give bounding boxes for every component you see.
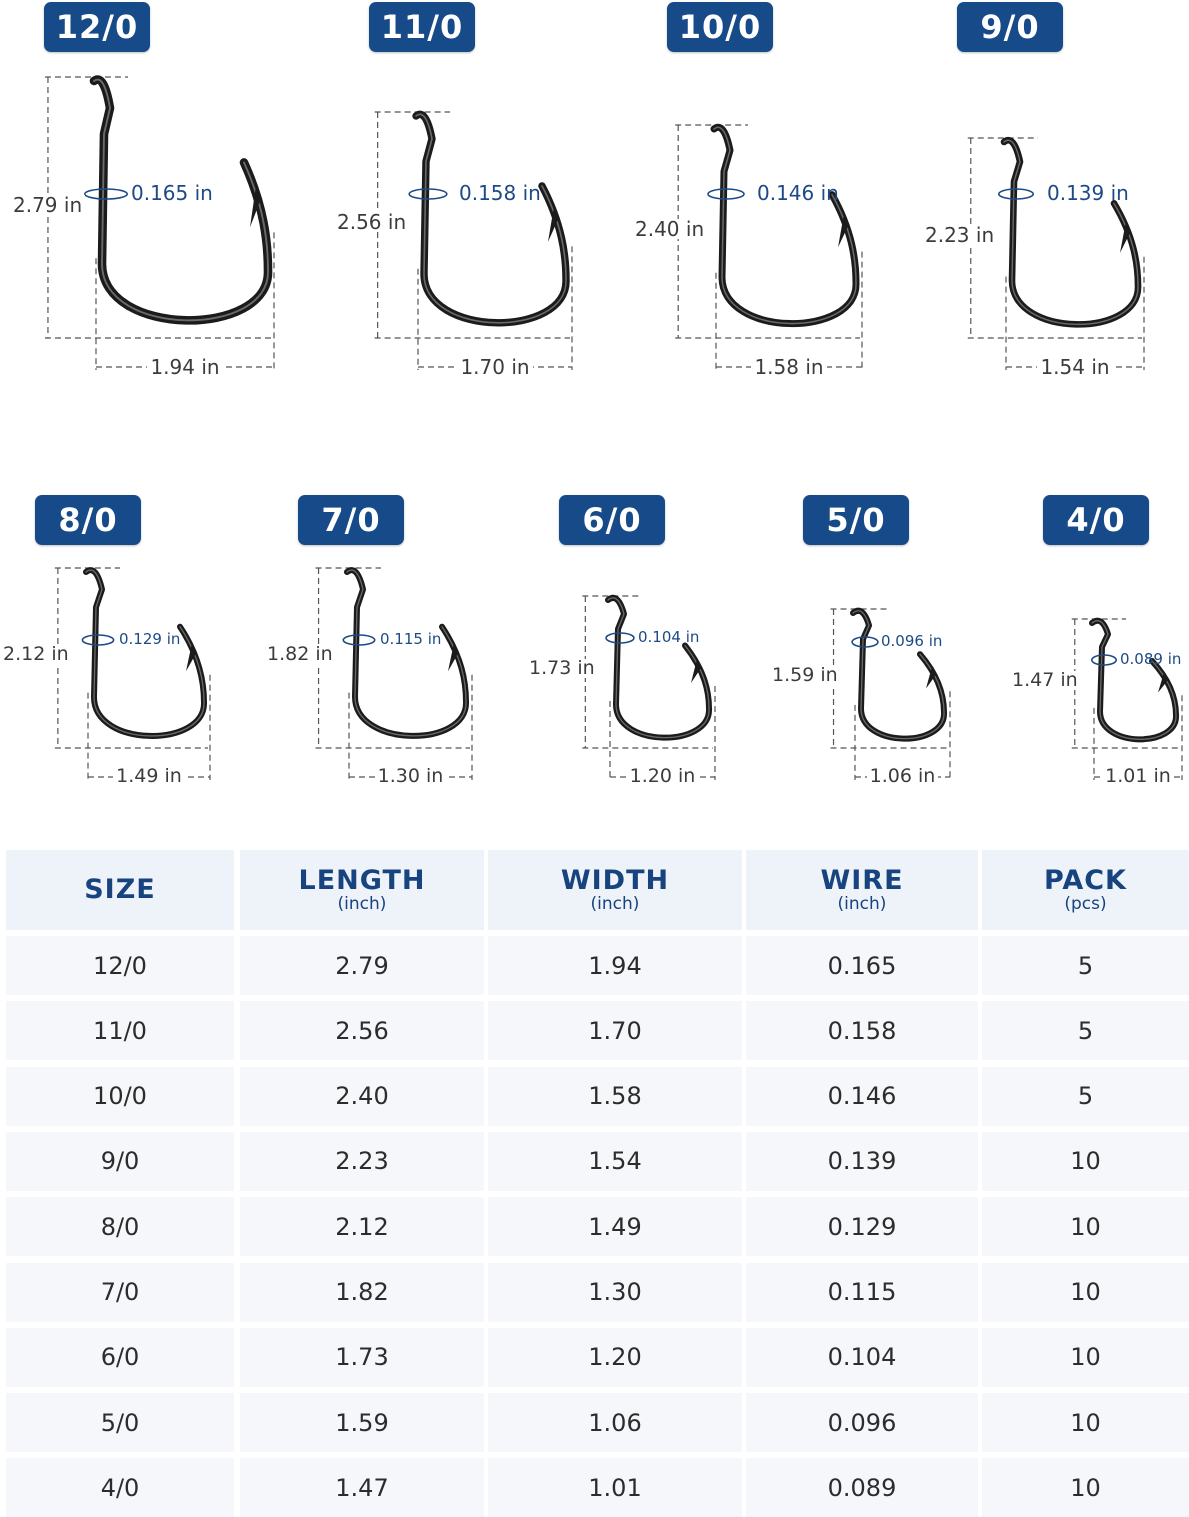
cell-width: 1.58 bbox=[488, 1067, 742, 1126]
hook-highlight bbox=[1004, 140, 1138, 324]
cell-length: 2.40 bbox=[240, 1067, 484, 1126]
hook-length-label: 1.59 in bbox=[769, 666, 841, 685]
cell-wire: 0.158 bbox=[746, 1001, 978, 1060]
hook-body bbox=[347, 570, 466, 736]
cell-size: 10/0 bbox=[6, 1067, 234, 1126]
cell-width: 1.30 bbox=[488, 1263, 742, 1322]
cell-width: 1.70 bbox=[488, 1001, 742, 1060]
cell-wire: 0.139 bbox=[746, 1132, 978, 1191]
cell-length: 2.23 bbox=[240, 1132, 484, 1191]
table-row bbox=[6, 1263, 1189, 1322]
cell-length: 1.73 bbox=[240, 1328, 484, 1387]
hook-width-label: 1.49 in bbox=[113, 767, 185, 786]
hook-width-label: 1.01 in bbox=[1102, 767, 1174, 786]
header-width: WIDTH (inch) bbox=[488, 850, 742, 930]
cell-size: 8/0 bbox=[6, 1197, 234, 1256]
table-row bbox=[6, 1132, 1189, 1191]
cell-wire: 0.115 bbox=[746, 1263, 978, 1322]
cell-size: 9/0 bbox=[6, 1132, 234, 1191]
cell-size: 5/0 bbox=[6, 1393, 234, 1452]
cell-wire: 0.089 bbox=[746, 1458, 978, 1517]
hook-body bbox=[1004, 140, 1138, 324]
cell-pack: 10 bbox=[982, 1132, 1189, 1191]
cell-width: 1.54 bbox=[488, 1132, 742, 1191]
hook-size-badge: 8/0 bbox=[35, 495, 141, 545]
cell-pack: 5 bbox=[982, 936, 1189, 995]
cell-size: 12/0 bbox=[6, 936, 234, 995]
cell-length: 1.47 bbox=[240, 1458, 484, 1517]
cell-pack: 10 bbox=[982, 1458, 1189, 1517]
table-row bbox=[6, 1393, 1189, 1452]
hook-length-label: 1.47 in bbox=[1009, 671, 1081, 690]
hook-body bbox=[416, 114, 566, 322]
cell-wire: 0.146 bbox=[746, 1067, 978, 1126]
hook-length-label: 2.79 in bbox=[10, 195, 85, 215]
hook-wire-label: 0.146 in bbox=[757, 181, 839, 205]
table-header-row bbox=[6, 850, 1189, 930]
cell-width: 1.94 bbox=[488, 936, 742, 995]
hook-wire-label: 0.158 in bbox=[459, 181, 541, 205]
cell-width: 1.01 bbox=[488, 1458, 742, 1517]
hook-size-badge: 10/0 bbox=[667, 2, 773, 52]
header-length: LENGTH (inch) bbox=[240, 850, 484, 930]
hook-width-label: 1.70 in bbox=[457, 357, 532, 377]
hook-length-label: 2.23 in bbox=[922, 225, 997, 245]
cell-wire: 0.165 bbox=[746, 936, 978, 995]
cell-size: 6/0 bbox=[6, 1328, 234, 1387]
hook-size-badge: 4/0 bbox=[1043, 495, 1149, 545]
hook-width-label: 1.58 in bbox=[751, 357, 826, 377]
hook-width-label: 1.06 in bbox=[867, 767, 939, 786]
hook-size-badge: 12/0 bbox=[44, 2, 150, 52]
hook-length-label: 1.82 in bbox=[264, 645, 336, 664]
table-row bbox=[6, 1067, 1189, 1126]
hook-wire-label: 0.089 in bbox=[1120, 649, 1182, 668]
cell-pack: 10 bbox=[982, 1328, 1189, 1387]
cell-length: 2.79 bbox=[240, 936, 484, 995]
cell-length: 2.12 bbox=[240, 1197, 484, 1256]
hook-body bbox=[86, 570, 204, 736]
hook-wire-label: 0.115 in bbox=[380, 629, 442, 648]
cell-wire: 0.104 bbox=[746, 1328, 978, 1387]
hook-length-label: 1.73 in bbox=[526, 659, 598, 678]
cell-pack: 10 bbox=[982, 1197, 1189, 1256]
table-row bbox=[6, 1197, 1189, 1256]
hook-width-label: 1.94 in bbox=[147, 357, 222, 377]
cell-pack: 5 bbox=[982, 1001, 1189, 1060]
hook-wire-label: 0.139 in bbox=[1047, 181, 1129, 205]
cell-pack: 10 bbox=[982, 1263, 1189, 1322]
cell-length: 1.59 bbox=[240, 1393, 484, 1452]
cell-wire: 0.129 bbox=[746, 1197, 978, 1256]
hook-length-label: 2.40 in bbox=[632, 219, 707, 239]
hook-width-label: 1.30 in bbox=[375, 767, 447, 786]
hook-wire-label: 0.104 in bbox=[638, 627, 700, 646]
hook-highlight bbox=[416, 114, 566, 322]
table-row bbox=[6, 1001, 1189, 1060]
header-pack: PACK (pcs) bbox=[982, 850, 1189, 930]
hook-body bbox=[608, 598, 709, 738]
hook-size-badge: 7/0 bbox=[298, 495, 404, 545]
cell-width: 1.06 bbox=[488, 1393, 742, 1452]
cell-length: 2.56 bbox=[240, 1001, 484, 1060]
hook-wire-label: 0.165 in bbox=[131, 181, 213, 205]
cell-wire: 0.096 bbox=[746, 1393, 978, 1452]
table-row bbox=[6, 936, 1189, 995]
cell-size: 7/0 bbox=[6, 1263, 234, 1322]
cell-pack: 10 bbox=[982, 1393, 1189, 1452]
hook-highlight bbox=[714, 127, 856, 323]
hook-size-badge: 5/0 bbox=[803, 495, 909, 545]
hook-size-badge: 11/0 bbox=[369, 2, 475, 52]
hook-length-label: 2.56 in bbox=[334, 212, 409, 232]
header-size: SIZE bbox=[6, 850, 234, 930]
hook-wire-label: 0.129 in bbox=[119, 629, 181, 648]
cell-width: 1.20 bbox=[488, 1328, 742, 1387]
hook-size-badge: 6/0 bbox=[559, 495, 665, 545]
hook-size-badge: 9/0 bbox=[957, 2, 1063, 52]
cell-length: 1.82 bbox=[240, 1263, 484, 1322]
cell-size: 11/0 bbox=[6, 1001, 234, 1060]
hook-body bbox=[714, 127, 856, 323]
hook-width-label: 1.20 in bbox=[627, 767, 699, 786]
hook-highlight bbox=[347, 570, 466, 736]
table-row bbox=[6, 1328, 1189, 1387]
hook-width-label: 1.54 in bbox=[1037, 357, 1112, 377]
header-wire: WIRE (inch) bbox=[746, 850, 978, 930]
cell-width: 1.49 bbox=[488, 1197, 742, 1256]
cell-size: 4/0 bbox=[6, 1458, 234, 1517]
hook-length-label: 2.12 in bbox=[0, 645, 72, 664]
hook-highlight bbox=[86, 570, 204, 736]
table-row bbox=[6, 1458, 1189, 1517]
cell-pack: 5 bbox=[982, 1067, 1189, 1126]
hook-wire-label: 0.096 in bbox=[881, 631, 943, 650]
